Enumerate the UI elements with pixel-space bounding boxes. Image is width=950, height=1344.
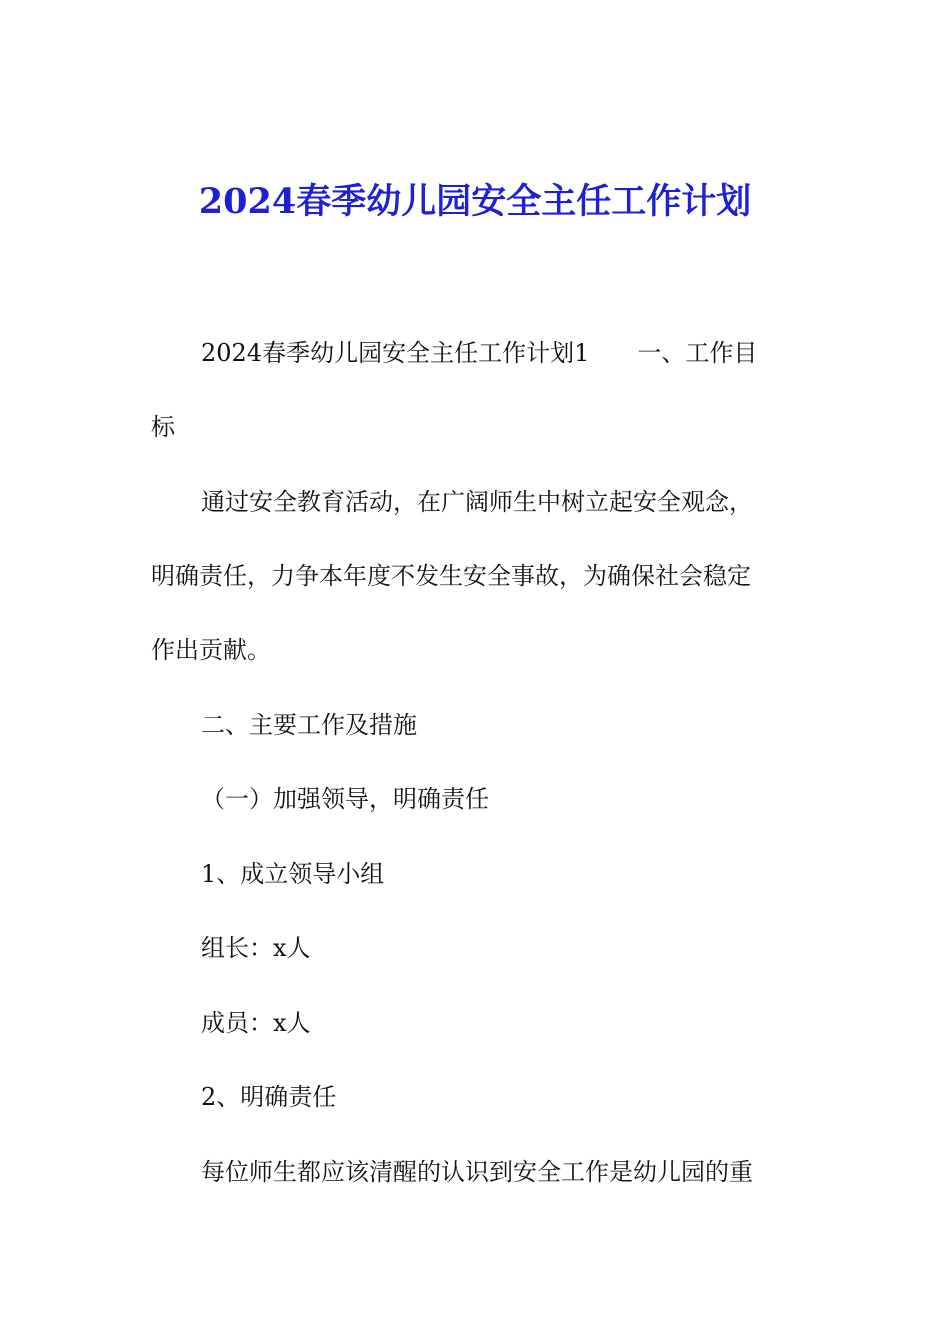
- paragraph-line-last: 每位师生都应该清醒的认识到安全工作是幼儿园的重: [201, 1158, 753, 1186]
- section-heading-2: 二、主要工作及措施: [201, 711, 417, 739]
- list-item-1: 1、成立领导小组: [201, 860, 385, 888]
- paragraph-line-1: [201, 337, 757, 369]
- paragraph-line-2: 标: [151, 413, 175, 441]
- list-item-2: 2、明确责任: [201, 1083, 337, 1111]
- members-line: 成员：x人: [201, 1009, 311, 1037]
- leader-line: 组长：x人: [201, 934, 311, 962]
- paragraph-line-3: 通过安全教育活动，在广阔师生中树立起安全观念，: [201, 488, 753, 516]
- subsection-heading-1: （一）加强领导，明确责任: [201, 785, 489, 813]
- document-title: 2024春季幼儿园安全主任工作计划: [198, 181, 752, 222]
- plan-heading-text: 2024春季幼儿园安全主任工作计划1: [201, 339, 590, 367]
- paragraph-line-4: 明确责任，力争本年度不发生安全事故，为确保社会稳定: [151, 562, 751, 590]
- paragraph-line-5: 作出贡献。: [151, 636, 271, 664]
- section-heading-text: 一、工作目: [637, 339, 758, 367]
